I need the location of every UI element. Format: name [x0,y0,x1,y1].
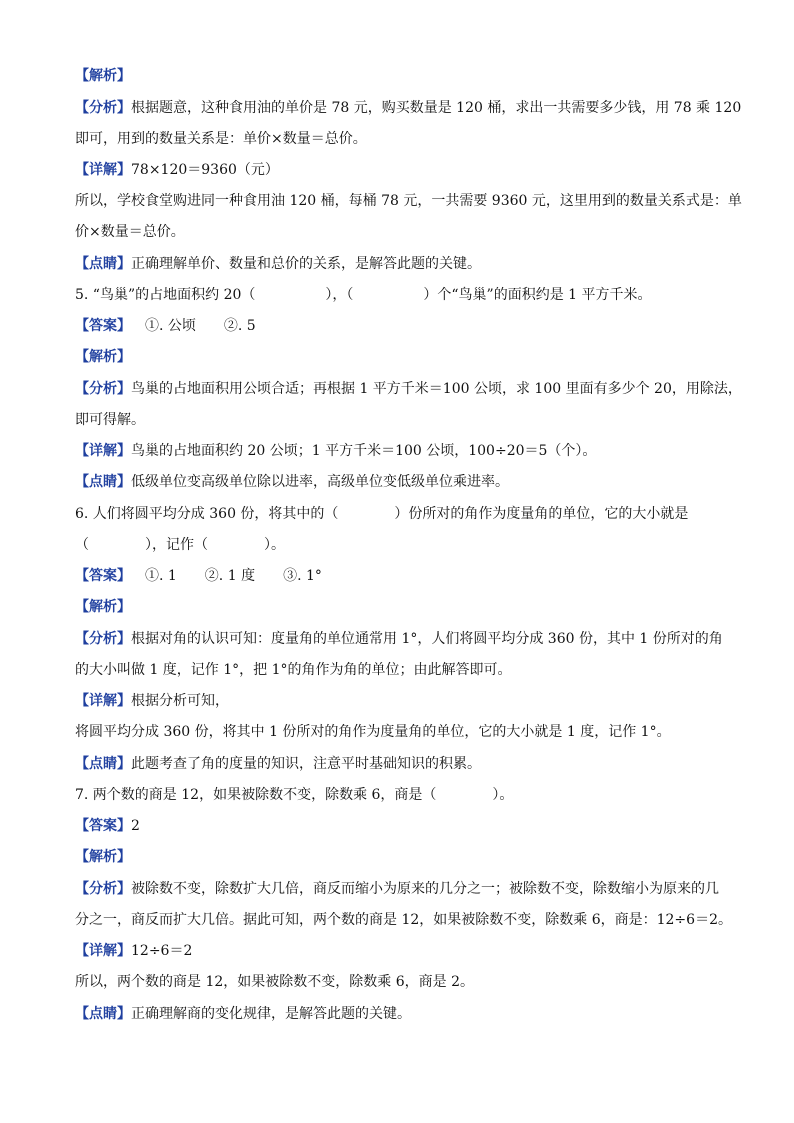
line-text: ①. 1 ②. 1 度 ③. 1° [145,568,322,584]
section-tag: 【详解】 [75,943,131,959]
line-text: 价×数量＝总价。 [75,224,185,240]
section-tag: 【解析】 [75,599,131,615]
line-text: 所以，学校食堂购进同一种食用油 120 桶，每桶 78 元，一共需要 9360 元，这里用到的数量关系式是：单 [75,193,742,209]
text-line [75,222,185,242]
section-tag: 【分析】 [75,100,131,116]
text-line [75,972,474,992]
text-line [75,879,719,899]
line-text: ①. 公顷 ②. 5 [145,318,256,334]
line-text: 被除数不变，除数扩大几倍，商反而缩小为原来的几分之一；被除数不变，除数缩小为原来的几 [131,881,719,897]
section-tag: 【答案】 [75,568,131,584]
section-tag: 【点睛】 [75,474,131,490]
section-tag: 【详解】 [75,693,131,709]
section-tag: 【解析】 [75,68,131,84]
text-line [75,66,131,86]
section-tag: 【解析】 [75,849,131,865]
line-text: 5. “鸟巢”的占地面积约 20（ ），（ ）个“鸟巢”的面积约是 1 平方千米。 [75,287,652,303]
question-line [75,535,285,555]
text-line [75,129,367,149]
section-tag: 【分析】 [75,381,131,397]
line-text: 的大小叫做 1 度，记作 1°，把 1°的角作为角的单位；由此解答即可。 [75,662,512,678]
line-text: 正确理解商的变化规律，是解答此题的关键。 [131,1006,411,1022]
text-line [75,98,741,118]
section-tag: 【答案】 [75,818,131,834]
line-text: 2 [131,818,140,834]
answer-line [75,816,140,836]
line-text: 分之一，商反而扩大几倍。据此可知，两个数的商是 12，如果被除数不变，除数乘 6，商是：12÷6＝2。 [75,912,732,928]
question-line [75,285,652,305]
question-line [75,504,688,524]
text-line [75,847,131,867]
text-line [75,254,481,274]
line-text: 正确理解单价、数量和总价的关系，是解答此题的关键。 [131,256,481,272]
text-line [75,191,742,211]
text-line [75,441,596,461]
section-tag: 【分析】 [75,881,131,897]
answer-line [75,316,256,336]
line-text: 12÷6＝2 [131,943,193,959]
line-text: 根据分析可知， [131,693,229,709]
section-tag: 【解析】 [75,349,131,365]
section-tag: 【点睛】 [75,1006,131,1022]
section-tag: 【点睛】 [75,756,131,772]
line-text: （ ），记作（ ）。 [75,537,285,553]
line-text: 低级单位变高级单位除以进率，高级单位变低级单位乘进率。 [131,474,509,490]
text-line [75,597,131,617]
line-text: 将圆平均分成 360 份，将其中 1 份所对的角作为度量角的单位，它的大小就是 1 度，记作 1°。 [75,724,671,740]
line-text: 鸟巢的占地面积约 20 公顷；1 平方千米＝100 公顷，100÷20＝5（个）。 [131,443,597,459]
text-line [75,722,671,742]
section-tag: 【详解】 [75,162,131,178]
text-line [75,410,145,430]
line-text: 6. 人们将圆平均分成 360 份，将其中的（ ）份所对的角作为度量角的单位，它的大小就是 [75,506,689,522]
text-line [75,660,512,680]
text-line [75,379,742,399]
section-tag: 【分析】 [75,631,131,647]
text-line [75,347,131,367]
section-tag: 【点睛】 [75,256,131,272]
line-text: 根据对角的认识可知：度量角的单位通常用 1°，人们将圆平均分成 360 份，其中 1 份所对的角 [131,631,723,647]
section-tag: 【答案】 [75,318,131,334]
line-text: 所以，两个数的商是 12，如果被除数不变，除数乘 6，商是 2。 [75,974,474,990]
text-line [75,910,732,930]
line-text: 鸟巢的占地面积用公顷合适；再根据 1 平方千米＝100 公顷，求 100 里面有多少个 20，用除法， [131,381,742,397]
line-text: 此题考查了角的度量的知识，注意平时基础知识的积累。 [131,756,481,772]
text-line [75,472,509,492]
answer-line [75,566,322,586]
question-line [75,785,513,805]
line-text: 即可，用到的数量关系是：单价×数量＝总价。 [75,131,367,147]
line-text: 根据题意，这种食用油的单价是 78 元，购买数量是 120 桶，求出一共需要多少钱，用 78 乘 120 [131,100,742,116]
text-line [75,160,279,180]
section-tag: 【详解】 [75,443,131,459]
text-line [75,941,192,961]
text-line [75,1004,411,1024]
line-text: 78×120＝9360（元） [131,162,279,178]
line-text: 7. 两个数的商是 12，如果被除数不变，除数乘 6，商是（ ）。 [75,787,514,803]
text-line [75,691,229,711]
line-text: 即可得解。 [75,412,145,428]
text-line [75,754,481,774]
text-line [75,629,723,649]
